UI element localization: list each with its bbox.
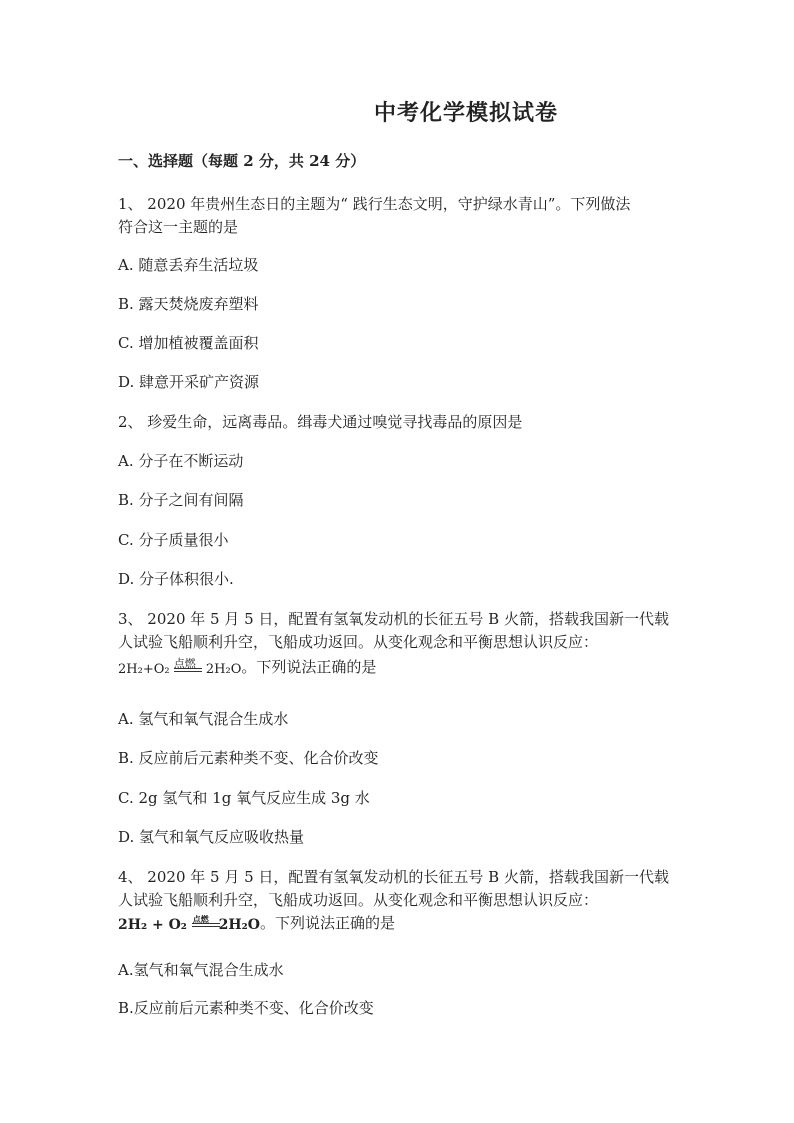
question-2-option-d: D. 分子体积很小. [118,570,234,588]
question-1-option-b: B. 露天焚烧废弃塑料 [118,295,259,313]
equation-products: 2H₂O [205,662,242,677]
question-1-text: 1、 2020 年贵州生态日的主题为“ 践行生态文明，守护绿水青山”。下列做法 [118,195,631,213]
question-3-option-d: D. 氢气和氧气反应吸收热量 [118,828,305,846]
question-1-option-d: D. 肆意开采矿产资源 [118,373,260,391]
question-4-text-suffix: 。下列说法正确的是 [259,914,395,932]
reaction-condition: 点燃 [173,656,196,670]
question-3-option-b: B. 反应前后元素种类不变、化合价改变 [118,749,379,767]
question-4-equation-line [118,912,395,942]
chemical-equation [118,914,260,933]
question-2-option-b: B. 分子之间有间隔 [118,491,244,509]
question-4-text-cont: 人试验飞船顺利升空，飞船成功返回。从变化观念和平衡思想认识反应： [118,891,599,909]
question-3-option-a: A. 氢气和氧气混合生成水 [118,710,289,728]
question-2-option-a: A. 分子在不断运动 [118,452,244,470]
page-title: 中考化学模拟试卷 [374,100,559,126]
question-2-option-c: C. 分子质量很小 [118,531,229,549]
question-4-option-b: B.反应前后元素种类不变、化合价改变 [118,999,374,1017]
chemical-equation [118,656,242,677]
question-4-option-a: A.氢气和氧气混合生成水 [118,961,284,979]
question-3-option-c: C. 2g 氢气和 1g 氧气反应生成 3g 水 [118,789,370,807]
question-4-text: 4、 2020 年 5 月 5 日，配置有氢氧发动机的长征五号 B 火箭，搭载我国新一代载 [118,868,669,886]
reaction-condition: 点燃 [192,914,209,924]
equation-reactants: 2H₂ + O₂ [118,917,187,933]
question-1-option-c: C. 增加植被覆盖面积 [118,334,259,352]
question-3-text-cont: 人试验飞船顺利升空，飞船成功返回。从变化观念和平衡思想认识反应： [118,633,599,651]
question-3-equation-line [118,656,376,686]
question-3-text-suffix: 。下列说法正确的是 [241,658,377,676]
section-heading: 一、选择题（每题 2 分，共 24 分） [118,152,366,170]
equation-products: 2H₂O [218,917,260,933]
question-3-text: 3、 2020 年 5 月 5 日，配置有氢氧发动机的长征五号 B 火箭，搭载我国新一代载 [118,610,669,628]
equation-reactants: 2H₂+O₂ [118,662,170,677]
question-2-text: 2、 珍爱生命，远离毒品。缉毒犬通过嗅觉寻找毒品的原因是 [118,413,523,431]
question-1-option-a: A. 随意丢弃生活垃圾 [118,256,259,274]
question-1-text-cont: 符合这一主题的是 [118,218,239,236]
